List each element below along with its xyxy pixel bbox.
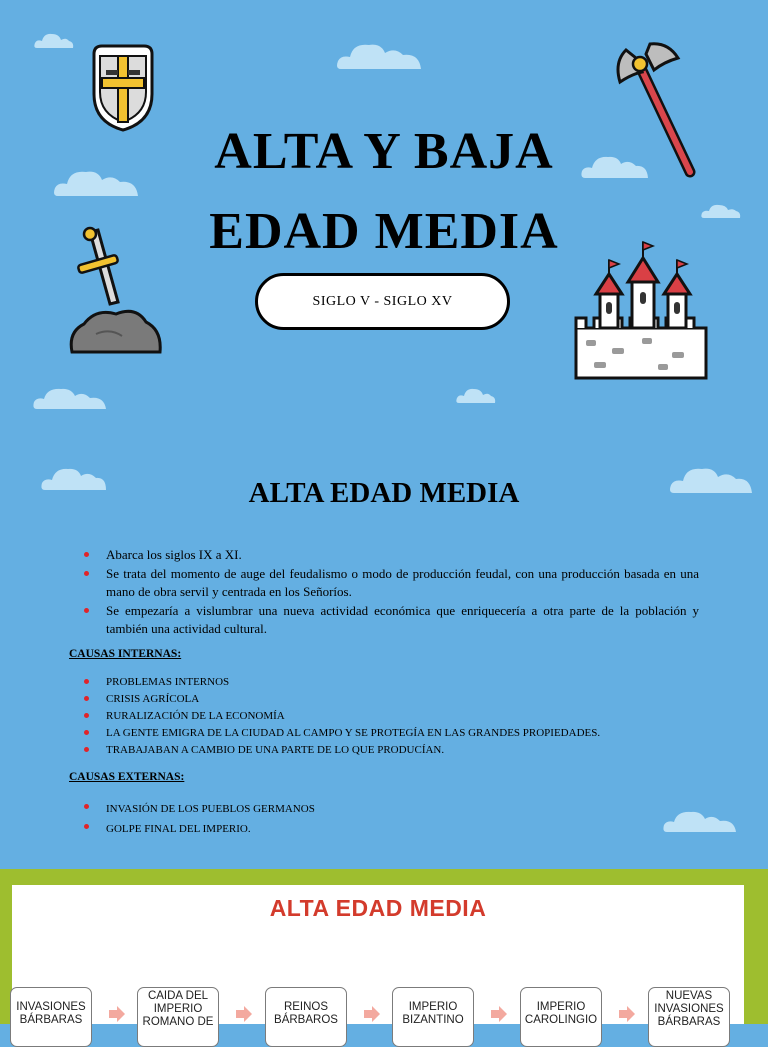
- list-item: Abarca los siglos IX a XI.: [76, 546, 699, 565]
- arrow-right-icon: [236, 1006, 252, 1022]
- list-item: TRABAJABAN A CAMBIO DE UNA PARTE DE LO QUE PRODUCÍAN.: [76, 742, 699, 759]
- diagram: [12, 885, 744, 1028]
- causas-internas-list: [76, 674, 699, 759]
- list-item: RURALIZACIÓN DE LA ECONOMÍA: [76, 708, 699, 725]
- list-item: INVASIÓN DE LOS PUEBLOS GERMANOS: [76, 799, 699, 819]
- diagram-box: IMPERIO CAROLINGIO: [520, 987, 602, 1047]
- title-line-1: ALTA Y BAJA: [214, 123, 554, 180]
- section-heading: ALTA EDAD MEDIA: [248, 477, 520, 509]
- cloud-icon: [455, 385, 497, 405]
- arrow-right-icon: [491, 1006, 507, 1022]
- list-item: Se trata del momento de auge del feudalismo o modo de producción feudal, con una producción basada en una mano de obra servil y centrada en los Señoríos.: [76, 565, 699, 602]
- arrow-right-icon: [364, 1006, 380, 1022]
- list-item: Se empezaría a vislumbrar una nueva actividad económica que enriquecería a otra parte de la población y también una actividad cultural.: [76, 602, 699, 639]
- list-item: CRISIS AGRÍCOLA: [76, 691, 699, 708]
- causas-internas-heading: CAUSAS INTERNAS:: [69, 648, 182, 660]
- title-line-2: EDAD MEDIA: [209, 203, 559, 260]
- diagram-box: REINOS BÁRBAROS: [265, 987, 347, 1047]
- list-item: GOLPE FINAL DEL IMPERIO.: [76, 819, 699, 839]
- list-item: PROBLEMAS INTERNOS: [76, 674, 699, 691]
- cloud-icon: [32, 383, 108, 411]
- diagram-box: NUEVAS INVASIONES BÁRBARAS: [648, 987, 730, 1047]
- cloud-icon: [33, 30, 75, 50]
- page-title: [0, 112, 768, 272]
- intro-list: [76, 546, 699, 639]
- causas-externas-list: [76, 799, 699, 839]
- period-badge: SIGLO V - SIGLO XV: [255, 273, 510, 330]
- diagram-box: IMPERIO BIZANTINO: [392, 987, 474, 1047]
- arrow-right-icon: [619, 1006, 635, 1022]
- diagram-box: INVASIONES BÁRBARAS: [10, 987, 92, 1047]
- list-item: LA GENTE EMIGRA DE LA CIUDAD AL CAMPO Y SE PROTEGÍA EN LAS GRANDES PROPIEDADES.: [76, 725, 699, 742]
- diagram-title: ALTA EDAD MEDIA: [269, 895, 487, 921]
- cloud-icon: [335, 37, 425, 71]
- diagram-box: CAIDA DEL IMPERIO ROMANO DE: [137, 987, 219, 1047]
- arrow-right-icon: [109, 1006, 125, 1022]
- causas-externas-heading: CAUSAS EXTERNAS:: [69, 771, 185, 783]
